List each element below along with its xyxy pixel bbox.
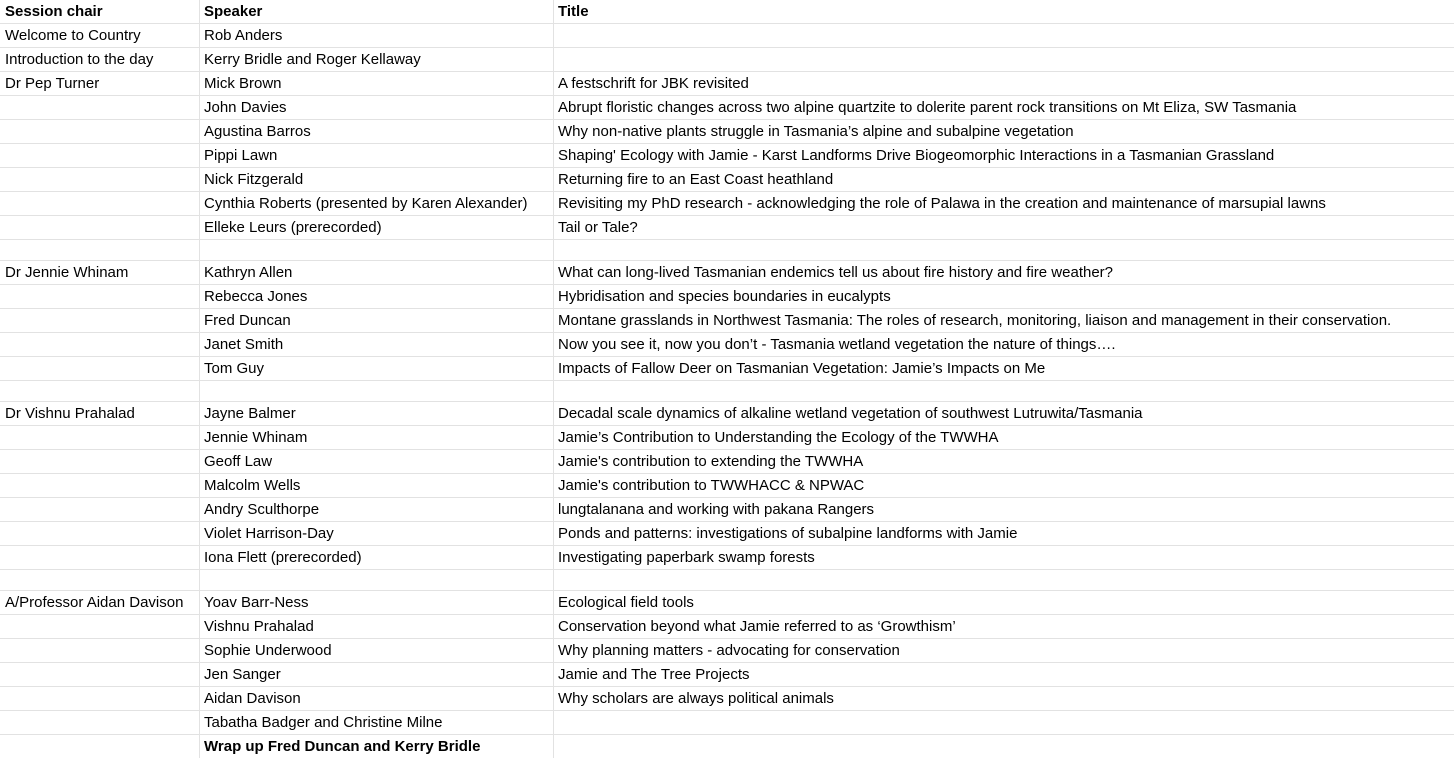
table-row <box>0 546 1454 570</box>
blank-row <box>0 381 1454 402</box>
title-cell[interactable]: Jamie's contribution to TWWHACC & NPWAC <box>558 477 865 494</box>
speaker-cell[interactable]: Andry Sculthorpe <box>200 498 554 521</box>
session-chair-cell[interactable] <box>0 546 200 569</box>
title-cell[interactable]: Investigating paperbark swamp forests <box>558 549 815 566</box>
session-chair-cell[interactable] <box>0 381 200 401</box>
speaker-cell[interactable] <box>200 240 554 260</box>
title-cell[interactable] <box>554 24 1454 47</box>
speaker-cell[interactable]: Yoav Barr-Ness <box>200 591 554 614</box>
table-row <box>0 216 1454 240</box>
title-cell[interactable]: Jamie and The Tree Projects <box>558 666 750 683</box>
title-cell[interactable] <box>554 711 1454 734</box>
session-chair-cell[interactable]: Introduction to the day <box>0 48 200 71</box>
title-cell[interactable]: What can long-lived Tasmanian endemics tell us about fire history and fire weather? <box>558 264 1114 281</box>
session-chair-cell[interactable] <box>0 450 200 473</box>
session-chair-cell[interactable] <box>0 687 200 710</box>
speaker-cell[interactable]: Fred Duncan <box>200 309 554 332</box>
title-cell[interactable]: Why non-native plants struggle in Tasmania’s alpine and subalpine vegetation <box>558 123 1074 140</box>
table-row <box>0 261 1454 285</box>
title-cell[interactable]: Revisiting my PhD research - acknowledging the role of Palawa in the creation and maintenance of marsupial lawns <box>558 195 1326 212</box>
header-session-chair[interactable]: Session chair <box>0 0 200 23</box>
table-row <box>0 120 1454 144</box>
speaker-cell[interactable]: Wrap up Fred Duncan and Kerry Bridle <box>200 735 554 758</box>
table-row <box>0 639 1454 663</box>
title-cell[interactable]: Shaping' Ecology with Jamie - Karst Landforms Drive Biogeomorphic Interactions in a Tasmanian Grassland <box>558 147 1275 164</box>
session-chair-cell[interactable] <box>0 168 200 191</box>
speaker-cell[interactable]: Mick Brown <box>200 72 554 95</box>
title-cell[interactable] <box>554 48 1454 71</box>
speaker-cell[interactable]: Elleke Leurs (prerecorded) <box>200 216 554 239</box>
session-chair-cell[interactable] <box>0 474 200 497</box>
session-chair-cell[interactable] <box>0 333 200 356</box>
session-chair-cell[interactable] <box>0 309 200 332</box>
speaker-cell[interactable] <box>200 381 554 401</box>
session-chair-cell[interactable]: Dr Pep Turner <box>0 72 200 95</box>
session-chair-cell[interactable] <box>0 96 200 119</box>
speaker-cell[interactable]: Pippi Lawn <box>200 144 554 167</box>
speaker-cell[interactable]: Tom Guy <box>200 357 554 380</box>
speaker-cell[interactable]: Malcolm Wells <box>200 474 554 497</box>
speaker-cell[interactable]: Tabatha Badger and Christine Milne <box>200 711 554 734</box>
title-cell[interactable]: Abrupt floristic changes across two alpine quartzite to dolerite parent rock transitions on Mt Eliza, SW Tasmania <box>558 99 1297 116</box>
speaker-cell[interactable]: John Davies <box>200 96 554 119</box>
speaker-cell[interactable]: Sophie Underwood <box>200 639 554 662</box>
table-row <box>0 591 1454 615</box>
speaker-cell[interactable]: Agustina Barros <box>200 120 554 143</box>
session-chair-cell[interactable] <box>0 498 200 521</box>
session-chair-cell[interactable]: Dr Vishnu Prahalad <box>0 402 200 425</box>
table-row <box>0 615 1454 639</box>
blank-row <box>0 240 1454 261</box>
title-cell[interactable]: Returning fire to an East Coast heathland <box>558 171 834 188</box>
session-chair-cell[interactable] <box>0 663 200 686</box>
title-cell[interactable]: Montane grasslands in Northwest Tasmania: The roles of research, monitoring, liaison and management in their conservation. <box>558 312 1392 329</box>
blank-row <box>0 570 1454 591</box>
table-row <box>0 285 1454 309</box>
session-chair-cell[interactable] <box>0 711 200 734</box>
title-cell[interactable] <box>554 240 1454 260</box>
speaker-cell[interactable]: Kathryn Allen <box>200 261 554 284</box>
title-cell[interactable]: Ponds and patterns: investigations of subalpine landforms with Jamie <box>558 525 1018 542</box>
speaker-cell[interactable] <box>200 570 554 590</box>
session-chair-cell[interactable]: Welcome to Country <box>0 24 200 47</box>
table-row <box>0 735 1454 758</box>
title-cell[interactable]: Tail or Tale? <box>558 219 638 236</box>
table-row <box>0 168 1454 192</box>
session-chair-cell[interactable]: A/Professor Aidan Davison <box>0 591 200 614</box>
speaker-cell[interactable]: Vishnu Prahalad <box>200 615 554 638</box>
session-chair-cell[interactable] <box>0 216 200 239</box>
speaker-cell[interactable]: Jayne Balmer <box>200 402 554 425</box>
title-cell[interactable] <box>554 381 1454 401</box>
title-cell[interactable]: Decadal scale dynamics of alkaline wetland vegetation of southwest Lutruwita/Tasmania <box>558 405 1143 422</box>
session-chair-cell[interactable] <box>0 285 200 308</box>
table-row <box>0 309 1454 333</box>
table-row <box>0 72 1454 96</box>
speaker-cell[interactable]: Nick Fitzgerald <box>200 168 554 191</box>
title-cell[interactable]: Why scholars are always political animals <box>558 690 834 707</box>
title-cell[interactable]: Jamie's contribution to extending the TWWHA <box>558 453 864 470</box>
table-row <box>0 144 1454 168</box>
session-chair-cell[interactable] <box>0 144 200 167</box>
speaker-cell[interactable]: Jennie Whinam <box>200 426 554 449</box>
table-row <box>0 474 1454 498</box>
title-cell[interactable]: lungtalanana and working with pakana Rangers <box>558 501 875 518</box>
table-row <box>0 687 1454 711</box>
session-chair-cell[interactable] <box>0 735 200 758</box>
table-row <box>0 426 1454 450</box>
speaker-cell[interactable]: Iona Flett (prerecorded) <box>200 546 554 569</box>
session-chair-cell[interactable] <box>0 240 200 260</box>
session-chair-cell[interactable] <box>0 639 200 662</box>
table-row <box>0 711 1454 735</box>
session-chair-cell[interactable] <box>0 192 200 215</box>
title-cell[interactable]: Conservation beyond what Jamie referred to as ‘Growthism’ <box>558 618 956 635</box>
table-body <box>0 24 1454 758</box>
table-row <box>0 663 1454 687</box>
title-cell[interactable]: A festschrift for JBK revisited <box>558 75 749 92</box>
title-cell[interactable] <box>554 735 1454 758</box>
title-cell[interactable] <box>554 570 1454 590</box>
speaker-cell[interactable]: Geoff Law <box>200 450 554 473</box>
table-row <box>0 48 1454 72</box>
title-cell[interactable]: Why planning matters - advocating for conservation <box>558 642 900 659</box>
speaker-cell[interactable]: Jen Sanger <box>200 663 554 686</box>
speaker-cell[interactable]: Rebecca Jones <box>200 285 554 308</box>
session-chair-cell[interactable] <box>0 522 200 545</box>
session-chair-cell[interactable] <box>0 426 200 449</box>
table-row <box>0 357 1454 381</box>
table-row <box>0 450 1454 474</box>
title-cell[interactable]: Jamie’s Contribution to Understanding the Ecology of the TWWHA <box>558 429 999 446</box>
session-chair-cell[interactable]: Dr Jennie Whinam <box>0 261 200 284</box>
speaker-cell[interactable]: Kerry Bridle and Roger Kellaway <box>200 48 554 71</box>
speaker-cell[interactable]: Violet Harrison-Day <box>200 522 554 545</box>
table-row <box>0 24 1454 48</box>
speaker-cell[interactable]: Rob Anders <box>200 24 554 47</box>
table-row <box>0 333 1454 357</box>
speaker-cell[interactable]: Janet Smith <box>200 333 554 356</box>
title-cell[interactable]: Hybridisation and species boundaries in eucalypts <box>558 288 891 305</box>
session-chair-cell[interactable] <box>0 120 200 143</box>
speaker-cell[interactable]: Aidan Davison <box>200 687 554 710</box>
session-chair-cell[interactable] <box>0 357 200 380</box>
session-chair-cell[interactable] <box>0 615 200 638</box>
header-row <box>0 0 1454 24</box>
table-row <box>0 498 1454 522</box>
header-title[interactable]: Title <box>558 3 589 20</box>
speaker-cell[interactable]: Cynthia Roberts (presented by Karen Alexander) <box>200 192 554 215</box>
title-cell[interactable]: Ecological field tools <box>558 594 694 611</box>
session-chair-cell[interactable] <box>0 570 200 590</box>
title-cell[interactable]: Impacts of Fallow Deer on Tasmanian Vegetation: Jamie’s Impacts on Me <box>558 360 1046 377</box>
table-row <box>0 192 1454 216</box>
table-row <box>0 96 1454 120</box>
header-speaker[interactable]: Speaker <box>200 0 554 23</box>
table-row <box>0 402 1454 426</box>
title-cell[interactable]: Now you see it, now you don’t - Tasmania wetland vegetation the nature of things…. <box>558 336 1116 353</box>
table-row <box>0 522 1454 546</box>
